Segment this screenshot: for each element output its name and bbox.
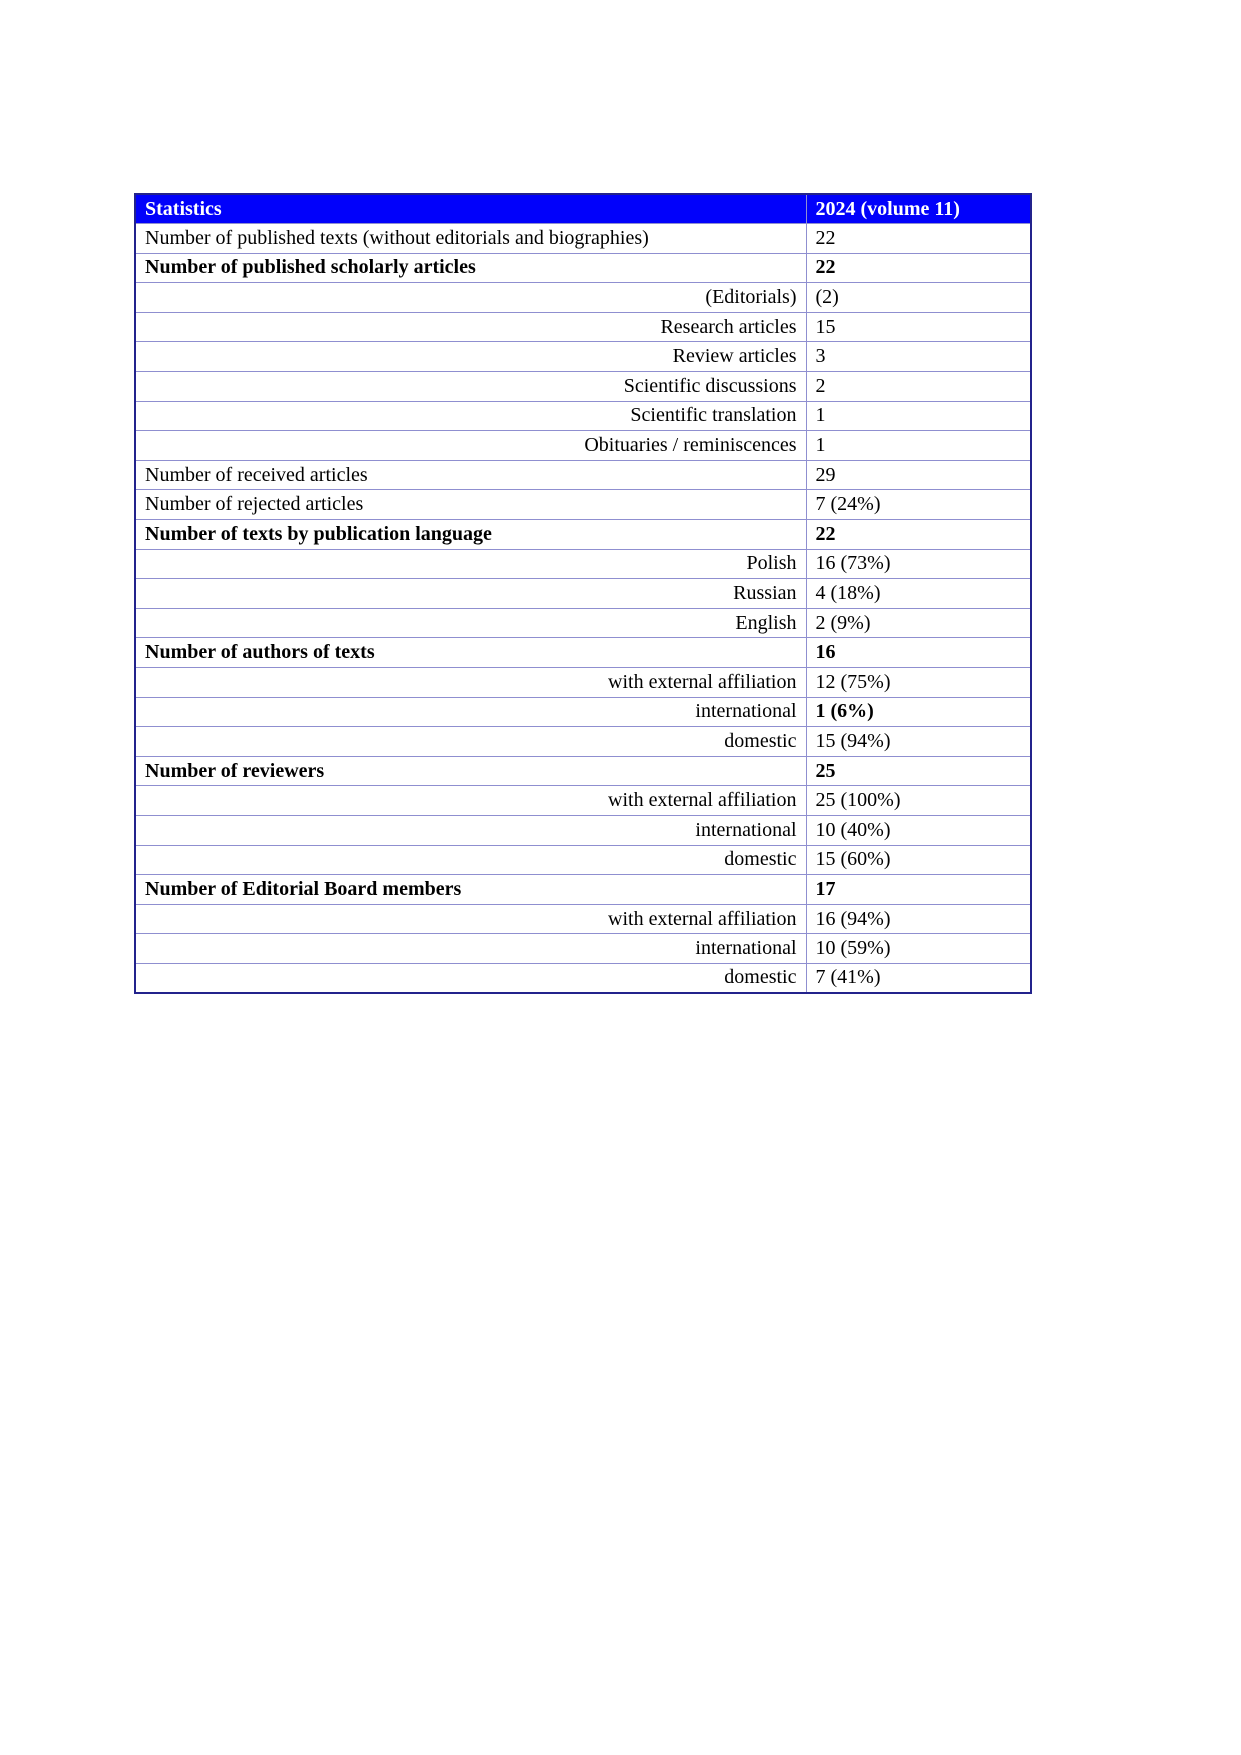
table-row (135, 608, 1031, 638)
table-row (135, 756, 1031, 786)
row-label-cell: Number of published texts (without editorials and biographies) (135, 224, 806, 254)
row-value-cell: 15 (806, 312, 1031, 342)
row-label-cell: (Editorials) (135, 283, 806, 313)
row-value-cell: 22 (806, 520, 1031, 550)
table-row (135, 342, 1031, 372)
row-value-cell: 17 (806, 875, 1031, 905)
row-value-cell: 4 (18%) (806, 579, 1031, 609)
row-value-cell: 1 (806, 431, 1031, 461)
row-value-cell: 22 (806, 253, 1031, 283)
row-label-cell: Obituaries / reminiscences (135, 431, 806, 461)
row-label-cell: international (135, 697, 806, 727)
table-row (135, 372, 1031, 402)
table-row (135, 934, 1031, 964)
row-value-cell: 7 (41%) (806, 963, 1031, 993)
row-value-cell: 25 (100%) (806, 786, 1031, 816)
row-label-cell: Number of authors of texts (135, 638, 806, 668)
row-value-cell: 1 (806, 401, 1031, 431)
header-row (135, 194, 1031, 224)
table-row (135, 668, 1031, 698)
row-label-cell: international (135, 934, 806, 964)
row-value-cell: 29 (806, 460, 1031, 490)
table-row (135, 312, 1031, 342)
row-label-cell: Polish (135, 549, 806, 579)
row-value-cell: 2 (9%) (806, 608, 1031, 638)
header-year-volume: 2024 (volume 11) (806, 194, 1031, 224)
table-row (135, 697, 1031, 727)
row-label-cell: with external affiliation (135, 904, 806, 934)
row-label-cell: Number of Editorial Board members (135, 875, 806, 905)
row-label-cell: Research articles (135, 312, 806, 342)
row-label-cell: Number of received articles (135, 460, 806, 490)
row-label-cell: domestic (135, 727, 806, 757)
row-label-cell: Scientific translation (135, 401, 806, 431)
row-label-cell: domestic (135, 845, 806, 875)
table-row (135, 963, 1031, 993)
row-label-cell: international (135, 815, 806, 845)
row-value-cell: 16 (806, 638, 1031, 668)
row-value-cell: 16 (94%) (806, 904, 1031, 934)
table-row (135, 460, 1031, 490)
row-label-cell: Review articles (135, 342, 806, 372)
table-row (135, 431, 1031, 461)
table-row (135, 786, 1031, 816)
row-label-cell: with external affiliation (135, 786, 806, 816)
table-row (135, 904, 1031, 934)
row-value-cell: 3 (806, 342, 1031, 372)
table-row (135, 875, 1031, 905)
row-value-cell: 2 (806, 372, 1031, 402)
row-value-cell: 1 (6%) (806, 697, 1031, 727)
table-row (135, 224, 1031, 254)
row-value-cell: 12 (75%) (806, 668, 1031, 698)
row-label-cell: Number of texts by publication language (135, 520, 806, 550)
row-label-cell: Number of rejected articles (135, 490, 806, 520)
table-row (135, 815, 1031, 845)
table-header (135, 194, 1031, 224)
table-row (135, 638, 1031, 668)
header-statistics: Statistics (135, 194, 806, 224)
row-label-cell: Number of published scholarly articles (135, 253, 806, 283)
row-value-cell: 7 (24%) (806, 490, 1031, 520)
row-value-cell: 16 (73%) (806, 549, 1031, 579)
table-row (135, 253, 1031, 283)
row-value-cell: 15 (94%) (806, 727, 1031, 757)
table-row (135, 283, 1031, 313)
row-value-cell: 15 (60%) (806, 845, 1031, 875)
table-row (135, 490, 1031, 520)
statistics-table (134, 193, 1032, 994)
row-label-cell: Scientific discussions (135, 372, 806, 402)
row-value-cell: 10 (59%) (806, 934, 1031, 964)
row-label-cell: English (135, 608, 806, 638)
row-value-cell: 22 (806, 224, 1031, 254)
row-label-cell: Number of reviewers (135, 756, 806, 786)
row-label-cell: domestic (135, 963, 806, 993)
row-label-cell: with external affiliation (135, 668, 806, 698)
table-row (135, 520, 1031, 550)
row-value-cell: 10 (40%) (806, 815, 1031, 845)
table-row (135, 727, 1031, 757)
table-row (135, 579, 1031, 609)
row-value-cell: (2) (806, 283, 1031, 313)
table-row (135, 549, 1031, 579)
table-body (135, 224, 1031, 993)
row-value-cell: 25 (806, 756, 1031, 786)
row-label-cell: Russian (135, 579, 806, 609)
table-row (135, 401, 1031, 431)
table-row (135, 845, 1031, 875)
